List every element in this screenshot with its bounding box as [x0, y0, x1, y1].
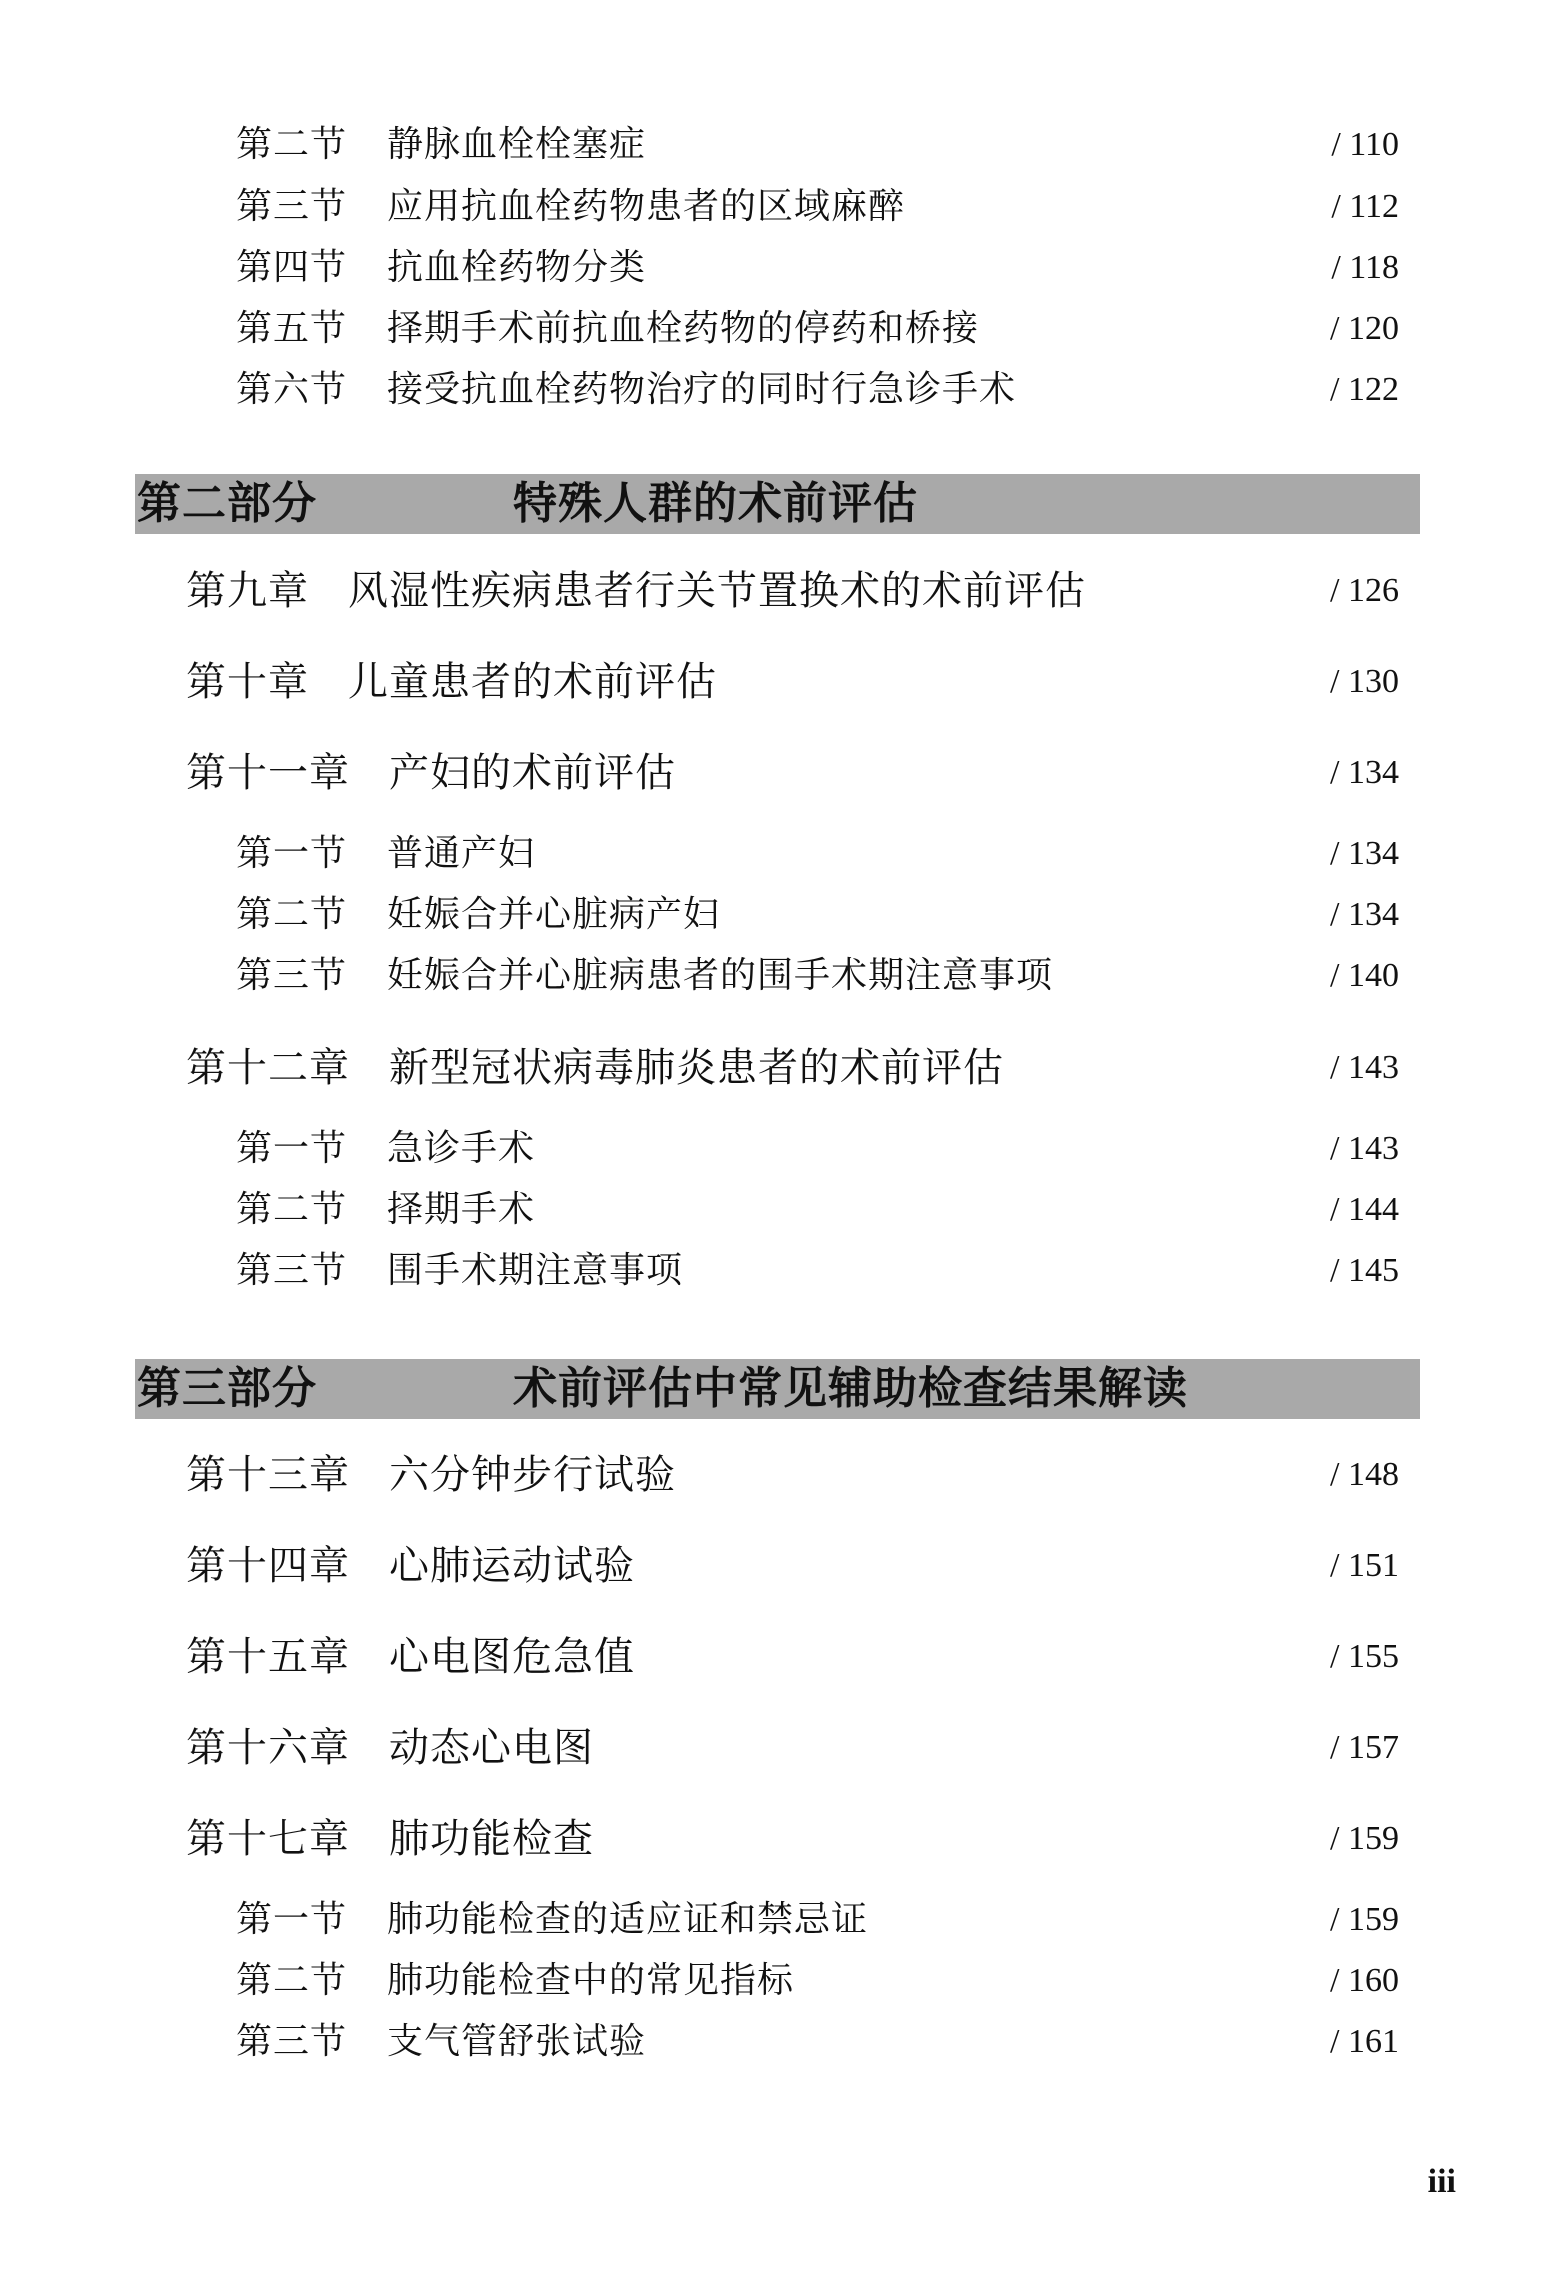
- page-number: / 159: [1330, 1820, 1399, 1857]
- page-number: / 112: [1331, 188, 1399, 225]
- section-number: 第六节: [236, 369, 348, 410]
- page-number: / 118: [1331, 249, 1399, 286]
- section-title: 肺功能检查中的常见指标: [387, 1960, 795, 2001]
- section-number: 第二节: [236, 1960, 348, 2001]
- section-title: 围手术期注意事项: [387, 1250, 684, 1291]
- section-title: 急诊手术: [387, 1128, 536, 1169]
- section-number: 第二节: [236, 894, 348, 935]
- section-title: 妊娠合并心脏病产妇: [387, 894, 721, 935]
- part-title: 术前评估中常见辅助检查结果解读: [513, 1363, 1188, 1414]
- chapter-title: 心电图危急值: [389, 1634, 635, 1680]
- page-number: / 144: [1330, 1191, 1399, 1228]
- page-number: / 143: [1330, 1130, 1399, 1167]
- page-number: / 130: [1330, 663, 1399, 700]
- chapter-title: 儿童患者的术前评估: [348, 659, 717, 705]
- page-number: / 157: [1330, 1729, 1399, 1766]
- section-number: 第三节: [236, 2021, 348, 2062]
- page-number: / 110: [1331, 126, 1399, 163]
- section-number: 第一节: [236, 1899, 348, 1940]
- chapter-number: 第十章: [186, 659, 309, 705]
- chapter-title: 心肺运动试验: [389, 1543, 635, 1589]
- section-number: 第五节: [236, 308, 348, 349]
- chapter-number: 第十一章: [186, 750, 350, 796]
- section-number: 第三节: [236, 955, 348, 996]
- page-number: / 148: [1330, 1456, 1399, 1493]
- section-number: 第一节: [236, 1128, 348, 1169]
- chapter-number: 第十二章: [186, 1045, 350, 1091]
- page-number: / 120: [1330, 310, 1399, 347]
- chapter-number: 第十四章: [186, 1543, 350, 1589]
- chapter-number: 第十三章: [186, 1452, 350, 1498]
- section-title: 应用抗血栓药物患者的区域麻醉: [387, 186, 906, 227]
- page-number: / 134: [1330, 896, 1399, 933]
- section-title: 静脉血栓栓塞症: [387, 124, 647, 165]
- chapter-title: 六分钟步行试验: [389, 1452, 676, 1498]
- page-number: / 145: [1330, 1252, 1399, 1289]
- section-title: 抗血栓药物分类: [387, 247, 647, 288]
- section-number: 第三节: [236, 186, 348, 227]
- part-number: 第二部分: [137, 478, 317, 529]
- section-title: 择期手术: [387, 1189, 536, 1230]
- section-number: 第一节: [236, 833, 348, 874]
- page-number: / 126: [1330, 572, 1399, 609]
- chapter-title: 新型冠状病毒肺炎患者的术前评估: [389, 1045, 1004, 1091]
- section-title: 接受抗血栓药物治疗的同时行急诊手术: [387, 369, 1017, 410]
- part-number: 第三部分: [137, 1363, 317, 1414]
- section-title: 肺功能检查的适应证和禁忌证: [387, 1899, 869, 1940]
- chapter-number: 第九章: [186, 568, 309, 614]
- chapter-title: 动态心电图: [389, 1725, 594, 1771]
- page-number: / 140: [1330, 957, 1399, 994]
- section-title: 普通产妇: [387, 833, 536, 874]
- section-title: 支气管舒张试验: [387, 2021, 647, 2062]
- chapter-number: 第十七章: [186, 1816, 350, 1862]
- section-number: 第三节: [236, 1250, 348, 1291]
- part-heading-bar: [135, 474, 1420, 534]
- chapter-title: 产妇的术前评估: [389, 750, 676, 796]
- chapter-title: 风湿性疾病患者行关节置换术的术前评估: [348, 568, 1086, 614]
- section-number: 第四节: [236, 247, 348, 288]
- section-title: 妊娠合并心脏病患者的围手术期注意事项: [387, 955, 1054, 996]
- section-title: 择期手术前抗血栓药物的停药和桥接: [387, 308, 980, 349]
- part-heading-bar: [135, 1359, 1420, 1419]
- page-number: / 161: [1330, 2023, 1399, 2060]
- page-number: / 134: [1330, 754, 1399, 791]
- page-number: / 151: [1330, 1547, 1399, 1584]
- part-title: 特殊人群的术前评估: [513, 478, 918, 529]
- page-number: / 159: [1330, 1901, 1399, 1938]
- section-number: 第二节: [236, 1189, 348, 1230]
- page-number: / 134: [1330, 835, 1399, 872]
- page-number: / 143: [1330, 1049, 1399, 1086]
- page-number: / 122: [1330, 371, 1399, 408]
- page-folio: iii: [1427, 2163, 1456, 2200]
- chapter-number: 第十六章: [186, 1725, 350, 1771]
- chapter-title: 肺功能检查: [389, 1816, 594, 1862]
- chapter-number: 第十五章: [186, 1634, 350, 1680]
- page-number: / 160: [1330, 1962, 1399, 1999]
- section-number: 第二节: [236, 124, 348, 165]
- page-number: / 155: [1330, 1638, 1399, 1675]
